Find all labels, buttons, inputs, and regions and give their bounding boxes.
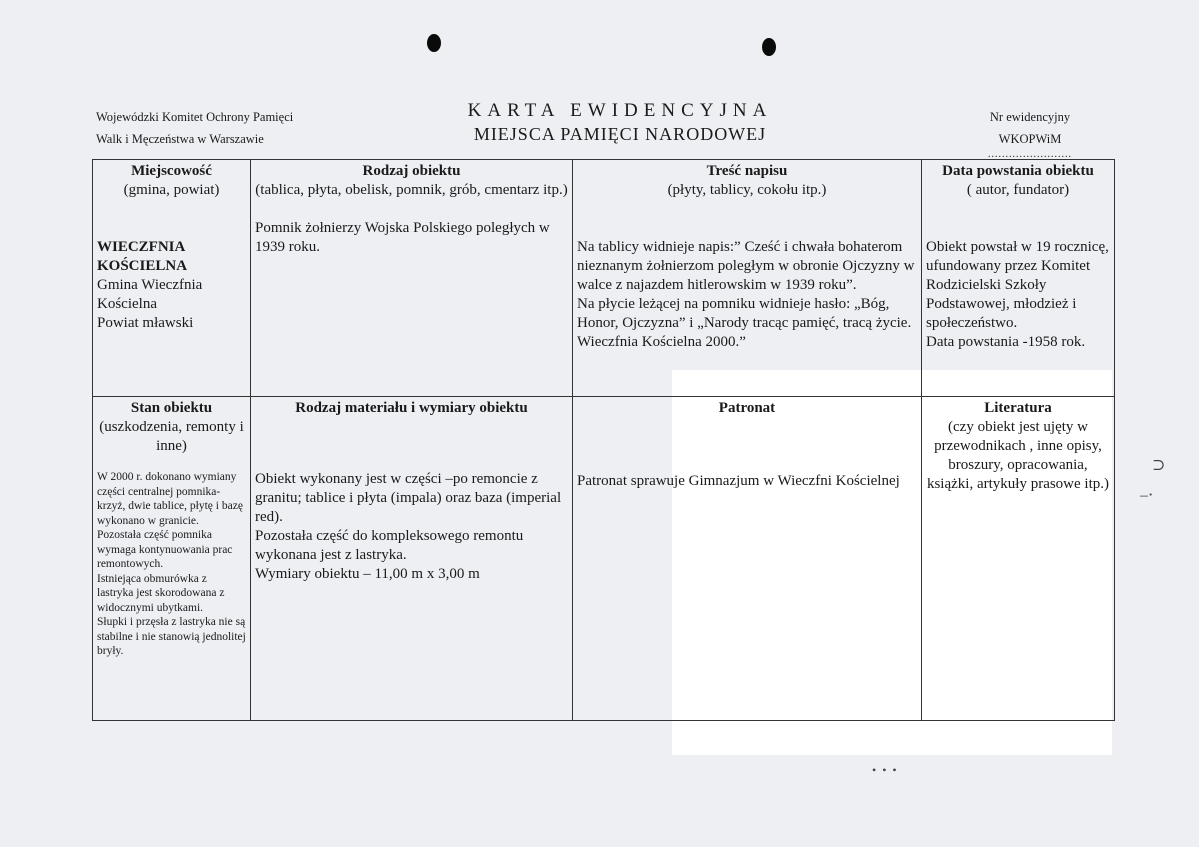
header-condition: Stan obiektu bbox=[130, 400, 213, 416]
organization-header bbox=[96, 106, 293, 150]
table-row bbox=[93, 160, 1115, 397]
patronage-value: Patronat sprawuje Gimnazjum w Wieczfni Kościelnej bbox=[577, 473, 900, 489]
header-literature: Literatura bbox=[984, 400, 1052, 416]
condition-text-2: Pozostała część pomnika wymaga kontynuowania prac remontowych. bbox=[97, 529, 233, 570]
cell-material bbox=[251, 397, 573, 721]
record-card-table bbox=[92, 159, 1115, 721]
creation-description: Obiekt powstał w 19 rocznicę, ufundowany przez Komitet Rodzicielski Szkoły Podstawowej, młodzież i społeczeństwo. bbox=[926, 239, 1109, 331]
condition-text-3: Istniejąca obmurówka z lastryka jest skorodowana z widocznymi ubytkami. bbox=[97, 572, 225, 614]
registry-number-dots: ........................ bbox=[988, 149, 1072, 160]
condition-text-4: Słupki i przęsła z lastryka nie są stabilne i nie stanowią jednolitej bryły. bbox=[97, 616, 246, 657]
cell-patronage bbox=[573, 397, 922, 721]
registry-number-value: WKOPWiM bbox=[998, 132, 1062, 146]
subheader-condition: (uszkodzenia, remonty i inne) bbox=[99, 419, 244, 454]
subheader-inscription: (płyty, tablicy, cokołu itp.) bbox=[667, 182, 827, 198]
cell-creation-date bbox=[922, 160, 1115, 397]
scan-mark: ⊃ bbox=[1152, 457, 1166, 474]
title-line-2: MIEJSCA PAMIĘCI NARODOWEJ bbox=[473, 124, 767, 144]
table-row bbox=[93, 397, 1115, 721]
place-name: WIECZFNIA KOŚCIELNA bbox=[97, 239, 188, 274]
header-object-type: Rodzaj obiektu bbox=[362, 163, 461, 179]
subheader-literature: (czy obiekt jest ujęty w przewodnikach , inne opisy, broszury, opracowania, książki, artykuły prasowe itp.) bbox=[926, 419, 1110, 492]
object-type-value: Pomnik żołnierzy Wojska Polskiego poległych w 1939 roku. bbox=[255, 220, 550, 255]
header-patronage: Patronat bbox=[718, 400, 776, 416]
subheader-location: (gmina, powiat) bbox=[123, 182, 220, 198]
punch-hole-right bbox=[762, 38, 776, 56]
header-material: Rodzaj materiału i wymiary obiektu bbox=[295, 400, 528, 416]
material-text-2: Pozostała część do kompleksowego remontu wykonana jest z lastryka. bbox=[255, 528, 524, 563]
document-title bbox=[420, 100, 820, 146]
condition-text-1: W 2000 r. dokonano wymiany części centralnej pomnika- krzyż, dwie tablice, płytę i bazę wykonano w granicie. bbox=[97, 471, 243, 527]
org-line-2: Walk i Męczeństwa w Warszawie bbox=[96, 132, 264, 146]
cell-inscription bbox=[573, 160, 922, 397]
punch-hole-left bbox=[427, 34, 441, 52]
cell-literature bbox=[922, 397, 1115, 721]
scan-mark: ••• bbox=[872, 763, 903, 777]
material-text-1: Obiekt wykonany jest w części –po remoncie z granitu; tablice i płyta (impala) oraz baza (imperial red). bbox=[255, 471, 562, 525]
inscription-tablet: Na tablicy widnieje napis:” Cześć i chwała bohaterom nieznanym żołnierzom poległym w obronie Ojczyzny w walce z najazdem hitlerowskim w 1939 roku”. bbox=[577, 239, 915, 293]
cell-location bbox=[93, 160, 251, 397]
cell-condition bbox=[93, 397, 251, 721]
subheader-creation-date: ( autor, fundator) bbox=[966, 182, 1070, 198]
creation-year: Data powstania -1958 rok. bbox=[926, 334, 1086, 350]
org-line-1: Wojewódzki Komitet Ochrony Pamięci bbox=[96, 110, 294, 124]
gmina-name: Gmina Wieczfnia Kościelna bbox=[97, 277, 203, 312]
title-line-1: KARTA EWIDENCYJNA bbox=[467, 100, 773, 121]
registry-number-label: Nr ewidencyjny bbox=[989, 110, 1071, 124]
header-creation-date: Data powstania obiektu bbox=[942, 163, 1094, 179]
scan-mark: –⋅ bbox=[1140, 487, 1154, 504]
registry-number bbox=[960, 106, 1100, 160]
subheader-object-type: (tablica, płyta, obelisk, pomnik, grób, cmentarz itp.) bbox=[255, 182, 568, 198]
header-inscription: Treść napisu bbox=[706, 163, 788, 179]
inscription-plate: Na płycie leżącej na pomniku widnieje hasło: „Bóg, Honor, Ojczyzna” i „Narody tracąc pamięć, tracą życie. Wieczfnia Kościelna 2000.” bbox=[577, 296, 912, 350]
powiat-name: Powiat mławski bbox=[97, 315, 194, 331]
material-dimensions: Wymiary obiektu – 11,00 m x 3,00 m bbox=[255, 566, 480, 582]
header-location: Miejscowość bbox=[131, 163, 212, 179]
cell-object-type bbox=[251, 160, 573, 397]
